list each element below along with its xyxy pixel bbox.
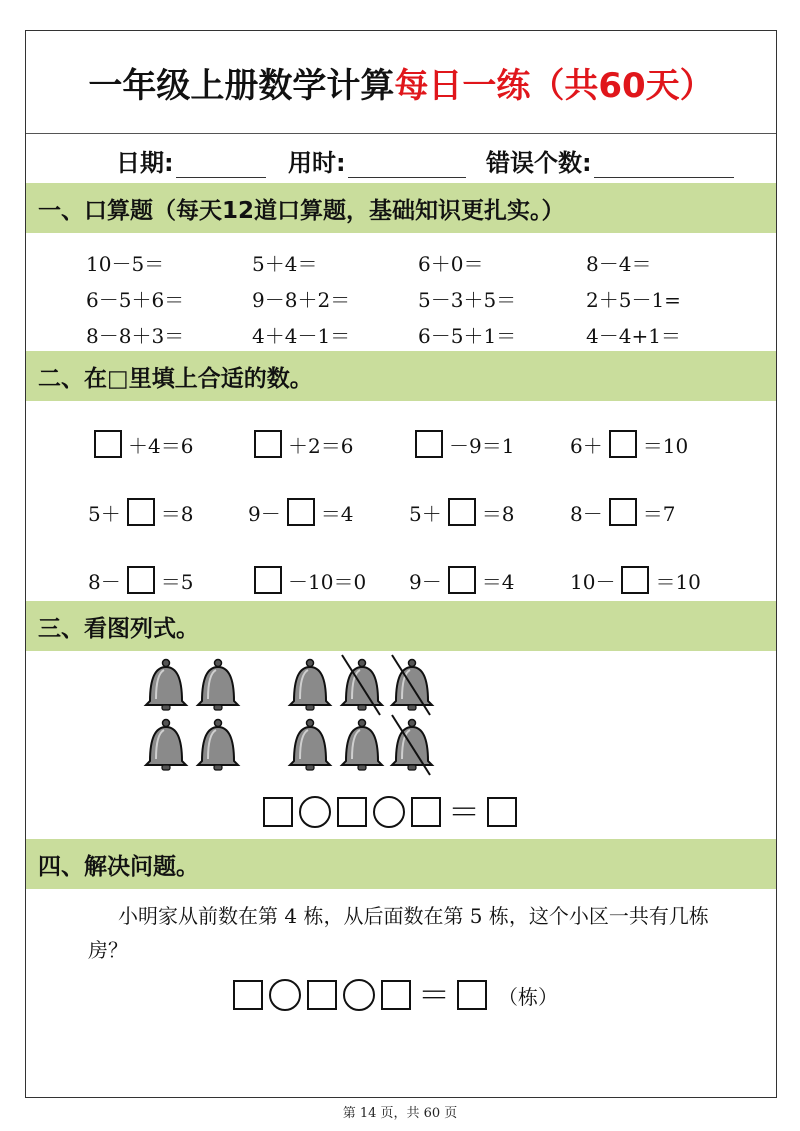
picture-area	[26, 651, 776, 841]
unit-label: （栋）	[498, 984, 559, 1009]
answer-box[interactable]	[254, 430, 282, 458]
fill-problem	[88, 427, 193, 461]
fill-pre: 5＋	[88, 501, 121, 526]
bell-icon	[146, 720, 186, 771]
title-black: 一年级上册数学计算	[88, 65, 395, 106]
operator-circle[interactable]	[373, 796, 405, 828]
fill-post: ＋2＝6	[288, 433, 354, 458]
fill-pre: 5＋	[409, 501, 442, 526]
time-label: 用时:	[288, 149, 346, 177]
section-problem-title: 四、解决问题。	[38, 853, 199, 880]
date-field[interactable]	[116, 143, 266, 178]
section-oral-header	[26, 183, 776, 233]
fill-problems	[26, 401, 776, 601]
bell-icon	[198, 660, 238, 711]
date-blank[interactable]	[176, 151, 266, 178]
section-picture-header	[26, 601, 776, 651]
errors-label: 错误个数:	[486, 149, 592, 177]
bell-icon	[198, 720, 238, 771]
answer-box[interactable]	[287, 498, 315, 526]
fill-problem	[409, 427, 514, 461]
fill-post: －10＝0	[288, 569, 367, 594]
equation-box[interactable]	[337, 797, 367, 827]
oral-problem: 8－8＋3＝	[86, 324, 185, 348]
fill-problem	[409, 563, 514, 597]
fill-problem	[88, 563, 193, 597]
bell-icon	[146, 660, 186, 711]
section-problem-header	[26, 839, 776, 889]
fill-problem	[570, 427, 688, 461]
equation-box[interactable]	[411, 797, 441, 827]
section-picture-title: 三、看图列式。	[38, 615, 199, 642]
answer-box[interactable]	[415, 430, 443, 458]
picture-equation	[260, 793, 520, 831]
fill-post: ＝8	[481, 501, 515, 526]
errors-blank[interactable]	[594, 151, 734, 178]
page-footer: 第 14 页，共 60 页	[342, 1106, 458, 1121]
result-box[interactable]	[457, 980, 487, 1010]
fill-problem	[409, 495, 514, 529]
fill-problem	[248, 495, 353, 529]
fill-pre: 8－	[570, 501, 603, 526]
time-field[interactable]	[288, 143, 466, 178]
bell-icon	[290, 720, 330, 771]
oral-problem: 5＋4＝	[252, 252, 318, 276]
fill-post: ＝8	[160, 501, 194, 526]
equation-box[interactable]	[307, 980, 337, 1010]
answer-box[interactable]	[254, 566, 282, 594]
answer-box[interactable]	[621, 566, 649, 594]
bells-illustration	[26, 651, 778, 781]
problem-text: 小明家从前数在第 4 栋，从后面数在第 5 栋，这个小区一共有几栋房？	[88, 904, 709, 962]
section-fill-header	[26, 351, 776, 401]
oral-problems	[26, 236, 776, 348]
equation-box[interactable]	[233, 980, 263, 1010]
fill-post: ＝10	[642, 433, 689, 458]
fill-post: ＝7	[642, 501, 676, 526]
fill-pre: 9－	[409, 569, 442, 594]
oral-problem: 10－5＝	[86, 252, 165, 276]
fill-problem	[248, 427, 353, 461]
fill-post: ＝5	[160, 569, 194, 594]
answer-box[interactable]	[448, 566, 476, 594]
fill-pre: 6＋	[570, 433, 603, 458]
bell-icon	[290, 660, 330, 711]
info-row	[26, 133, 776, 181]
equals-sign: ＝	[448, 793, 481, 831]
equals-sign: ＝	[418, 976, 451, 1014]
oral-problem: 8－4＝	[586, 252, 652, 276]
oral-problem: 9－8＋2＝	[252, 288, 351, 312]
errors-field[interactable]	[486, 143, 734, 178]
oral-problem: 6＋0＝	[418, 252, 484, 276]
answer-box[interactable]	[94, 430, 122, 458]
oral-problem: 6－5＋1＝	[418, 324, 517, 348]
time-blank[interactable]	[348, 151, 466, 178]
section-fill-title: 二、在□里填上合适的数。	[38, 365, 313, 392]
equation-box[interactable]	[381, 980, 411, 1010]
answer-box[interactable]	[609, 430, 637, 458]
operator-circle[interactable]	[269, 979, 301, 1011]
fill-post: ＝10	[655, 569, 701, 594]
answer-box[interactable]	[609, 498, 637, 526]
problem-equation	[230, 976, 559, 1014]
oral-problem: 2＋5－1=	[586, 288, 681, 312]
page-title	[26, 31, 776, 134]
fill-problem	[88, 495, 193, 529]
title-red: 每日一练（共60天）	[394, 65, 714, 106]
fill-post: ＋4＝6	[128, 433, 194, 458]
oral-problem: 4－4+1＝	[586, 324, 681, 348]
operator-circle[interactable]	[343, 979, 375, 1011]
fill-problem	[248, 563, 366, 597]
fill-problem	[570, 563, 701, 597]
fill-problem	[570, 495, 675, 529]
worksheet-frame	[25, 30, 777, 1098]
equation-box[interactable]	[263, 797, 293, 827]
fill-post: ＝4	[320, 501, 354, 526]
fill-pre: 10－	[570, 569, 616, 594]
section-oral-title: 一、口算题（每天12道口算题，基础知识更扎实。）	[38, 197, 565, 224]
answer-box[interactable]	[127, 566, 155, 594]
result-box[interactable]	[487, 797, 517, 827]
fill-pre: 8－	[88, 569, 121, 594]
fill-pre: 9－	[248, 501, 281, 526]
fill-post: －9＝1	[449, 433, 515, 458]
date-label: 日期:	[116, 149, 174, 177]
oral-problem: 4＋4－1＝	[252, 324, 351, 348]
answer-box[interactable]	[127, 498, 155, 526]
fill-post: ＝4	[481, 569, 515, 594]
oral-problem: 6－5＋6＝	[86, 288, 185, 312]
oral-problem: 5－3＋5＝	[418, 288, 517, 312]
answer-box[interactable]	[448, 498, 476, 526]
bell-icon	[342, 720, 382, 771]
operator-circle[interactable]	[299, 796, 331, 828]
